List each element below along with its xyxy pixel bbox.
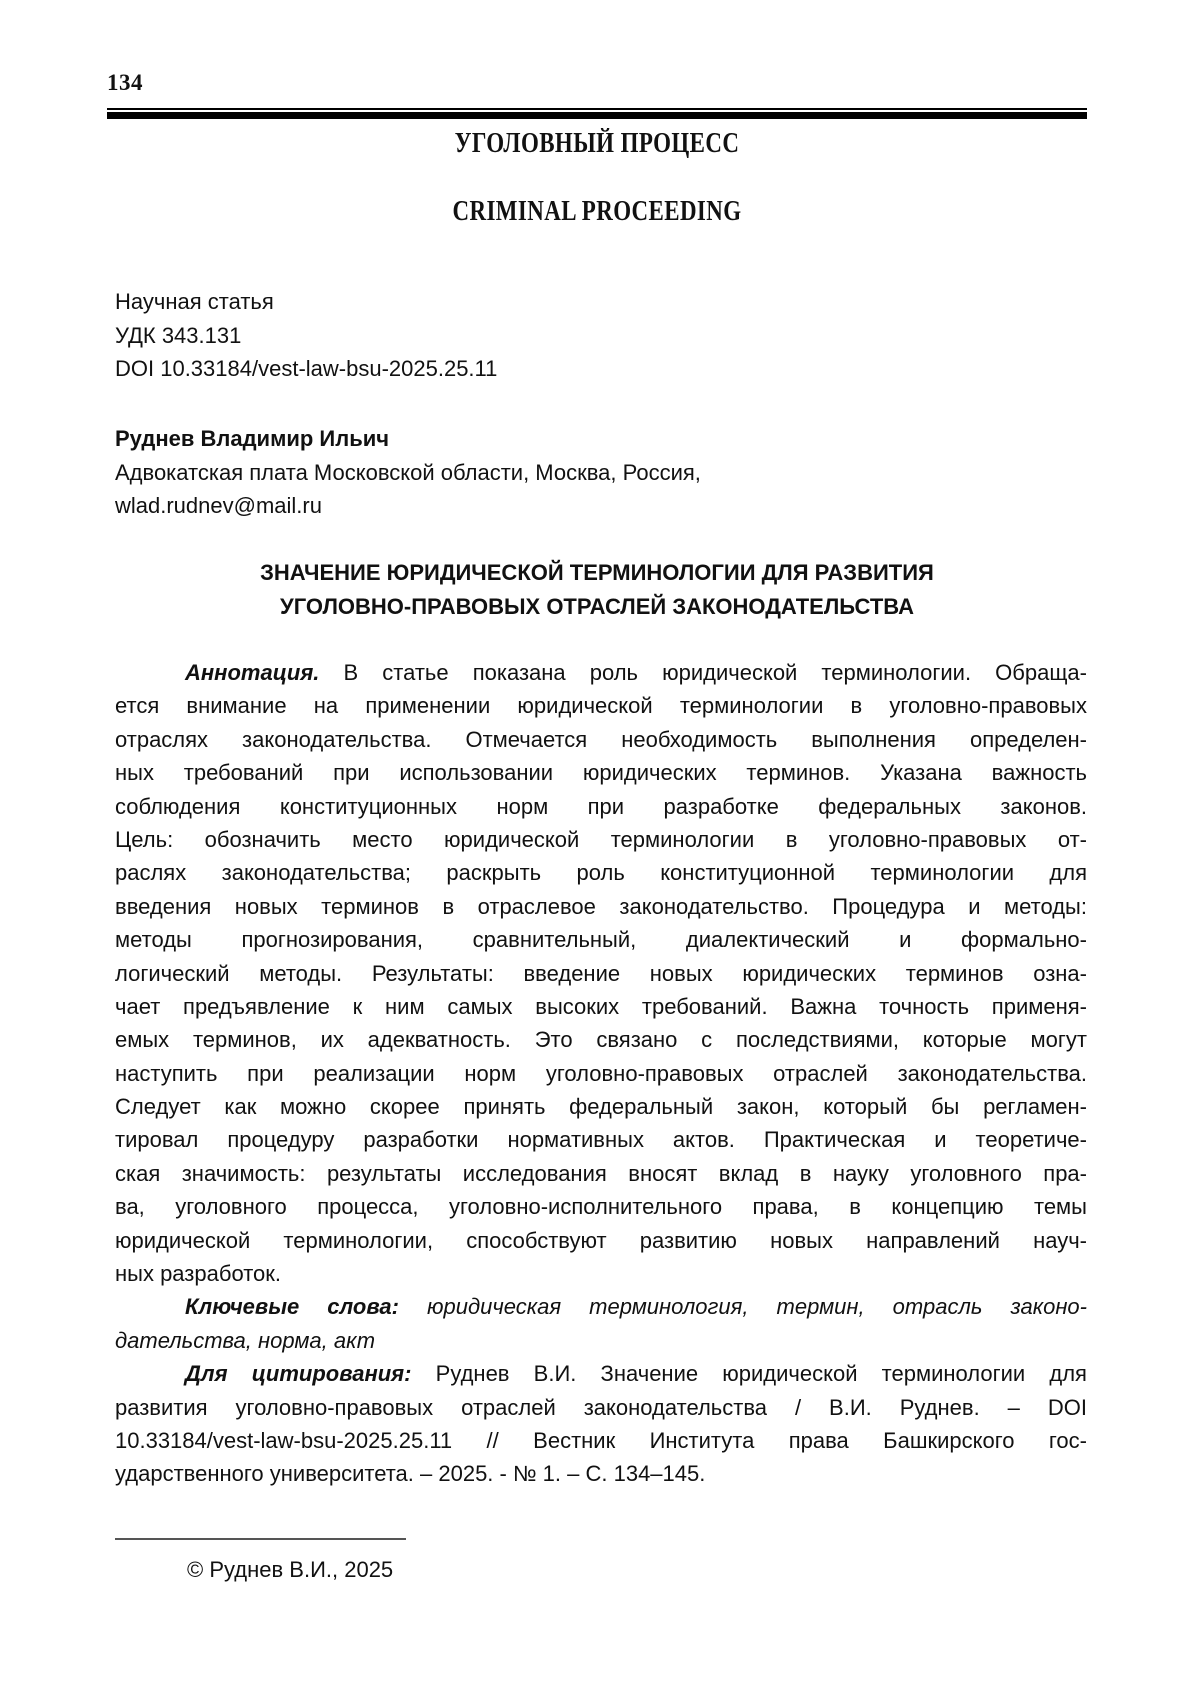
header-rule-thick — [107, 112, 1087, 119]
citation-line: 10.33184/vest-law-bsu-2025.25.11 // Вестник Института права Башкирского гос- — [115, 1427, 1087, 1453]
copyright-notice: © Руднев В.И., 2025 — [187, 1557, 394, 1582]
abstract — [115, 656, 1087, 1491]
author-block — [115, 422, 701, 523]
abstract-line: отраслях законодательства. Отмечается необходимость выполнения определен- — [115, 726, 1087, 752]
citation-line: Для цитирования: Руднев В.И. Значение юридической терминологии для — [185, 1361, 1087, 1387]
abstract-line: тировал процедуру разработки нормативных актов. Практическая и теоретиче- — [115, 1127, 1087, 1153]
header-rule-thin — [107, 108, 1087, 110]
keywords-label: Ключевые слова: — [185, 1294, 399, 1320]
article-type: Научная статья — [115, 289, 274, 314]
article-title-line: ЗНАЧЕНИЕ ЮРИДИЧЕСКОЙ ТЕРМИНОЛОГИИ ДЛЯ РАЗВИТИЯ — [260, 560, 934, 585]
abstract-line: логический методы. Результаты: введение новых юридических терминов озна- — [115, 960, 1087, 986]
keywords-line: Ключевые слова: юридическая терминология, термин, отрасль законо- — [185, 1294, 1087, 1320]
abstract-line: ных требований при использовании юридических терминов. Указана важность — [115, 760, 1087, 786]
abstract-label: Аннотация. — [185, 660, 320, 685]
citation-line: развития уголовно-правовых отраслей законодательства / В.И. Руднев. – DOI — [115, 1394, 1087, 1420]
abstract-line: наступить при реализации норм уголовно-правовых отраслей законодательства. — [115, 1060, 1087, 1086]
abstract-line: ется внимание на применении юридической терминологии в уголовно-правовых — [115, 693, 1087, 719]
doi: DOI 10.33184/vest-law-bsu-2025.25.11 — [115, 356, 498, 381]
abstract-line: Аннотация. В статье показана роль юридической терминологии. Обраща- — [185, 660, 1087, 685]
abstract-line: ных разработок. — [115, 1261, 282, 1287]
abstract-line: чает предъявление к ним самых высоких требований. Важна точность применя- — [115, 993, 1087, 1019]
udc-code: УДК 343.131 — [115, 322, 242, 348]
page-number: 134 — [107, 70, 143, 95]
abstract-line: ва, уголовного процесса, уголовно-исполнительного права, в концепцию темы — [115, 1194, 1087, 1220]
abstract-line: юридической терминологии, способствуют развитию новых направлений науч- — [115, 1227, 1087, 1253]
abstract-line: введения новых терминов в отраслевое законодательство. Процедура и методы: — [115, 893, 1087, 919]
abstract-line: Цель: обозначить место юридической терминологии в уголовно-правовых от- — [115, 826, 1087, 852]
abstract-line: емых терминов, их адекватность. Это связано с последствиями, которые могут — [115, 1027, 1087, 1053]
citation-label: Для цитирования: — [185, 1361, 412, 1387]
abstract-line: методы прогнозирования, сравнительный, диалектический и формально- — [115, 927, 1087, 953]
author-affiliation: Адвокатская плата Московской области, Москва, Россия, — [115, 459, 701, 485]
abstract-line: соблюдения конституционных норм при разработке федеральных законов. — [115, 793, 1087, 819]
article-title-line: УГОЛОВНО-ПРАВОВЫХ ОТРАСЛЕЙ ЗАКОНОДАТЕЛЬСТВА — [280, 594, 914, 619]
section-title-ru: УГОЛОВНЫЙ ПРОЦЕСС — [454, 128, 740, 159]
footnote-rule — [115, 1538, 406, 1540]
article-meta — [115, 285, 497, 386]
abstract-line: ская значимость: результаты исследования вносят вклад в науку уголовного пра- — [115, 1160, 1087, 1186]
abstract-line: раслях законодательства; раскрыть роль конституционной терминологии для — [115, 860, 1087, 886]
abstract-line: Следует как можно скорее принять федеральный закон, который бы регламен- — [115, 1094, 1087, 1120]
citation-line: ударственного университета. – 2025. - № 1. – С. 134–145. — [115, 1461, 706, 1487]
section-title-en: CRIMINAL PROCEEDING — [452, 196, 742, 227]
author-name: Руднев Владимир Ильич — [115, 426, 390, 451]
author-email[interactable]: wlad.rudnev@mail.ru — [115, 493, 322, 518]
keywords-line: дательства, норма, акт — [115, 1327, 376, 1353]
article-title — [107, 556, 1087, 624]
